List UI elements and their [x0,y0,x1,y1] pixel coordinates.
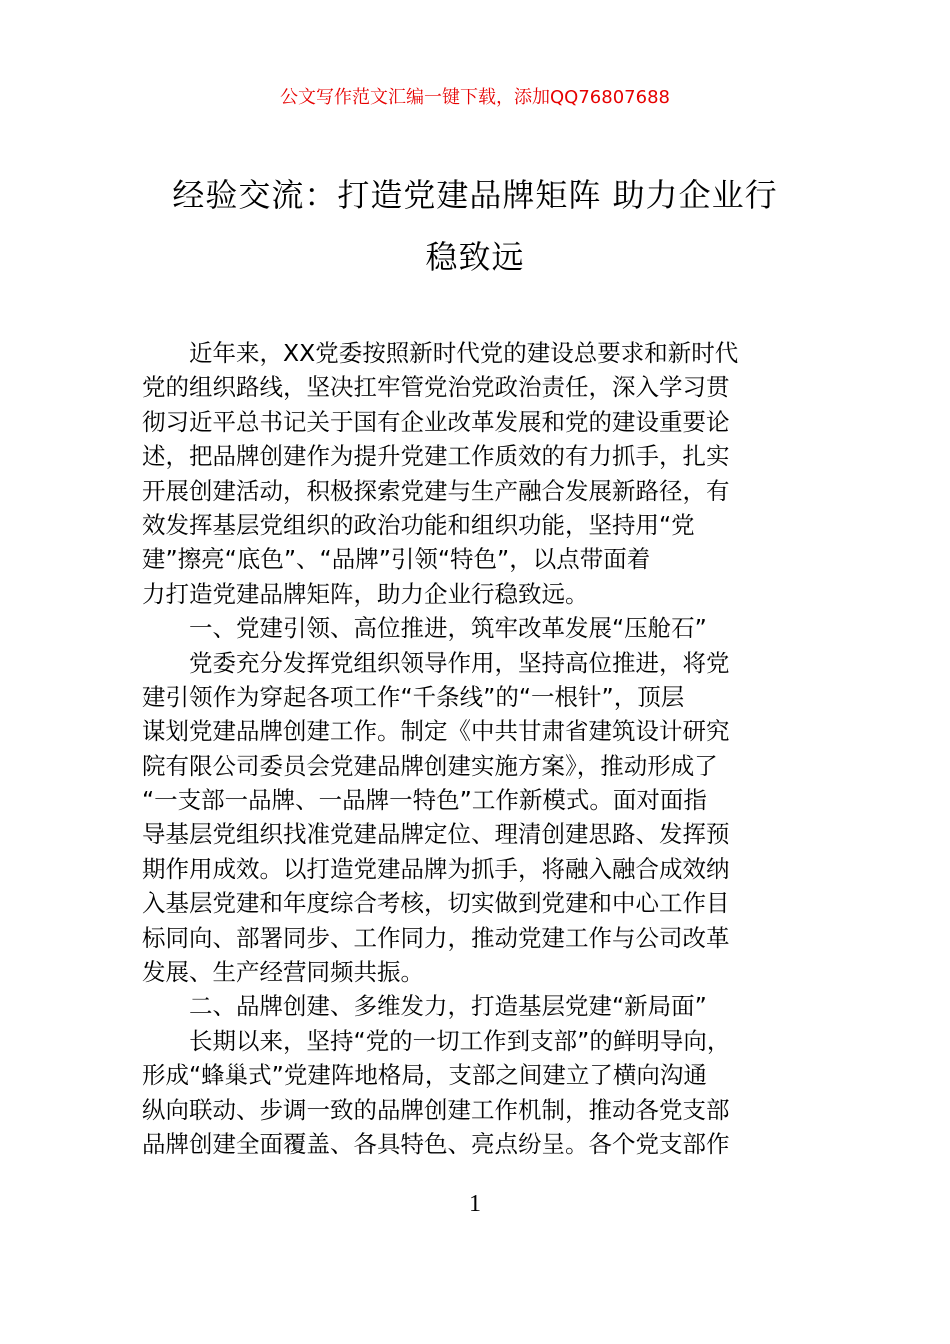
body-line: 院有限公司委员会党建品牌创建实施方案》，推动形成了 [142,751,718,780]
document-title [140,164,810,288]
section-heading: 二、品牌创建、多维发力，打造基层党建“新局面” [142,992,707,1021]
section-heading: 一、党建引领、高位推进，筑牢改革发展“压舱石” [142,614,707,643]
title-line: 经验交流：打造党建品牌矩阵 助力企业行 [172,176,778,214]
body-line: 述，把品牌创建作为提升党建工作质效的有力抓手，扎实 [142,442,730,471]
body-line: 近年来，XX党委按照新时代党的建设总要求和新时代 [142,339,739,367]
body-line: “一支部一品牌、一品牌一特色”工作新模式。面对面指 [142,786,707,815]
body-line: 力打造党建品牌矩阵，助力企业行稳致远。 [142,579,589,608]
page-number: 1 [469,1191,481,1217]
body-line: 谋划党建品牌创建工作。制定《中共甘肃省建筑设计研究 [142,717,730,746]
body-line: 党委充分发挥党组织领导作用，坚持高位推进，将党 [142,648,730,677]
body-line: 建”擦亮“底色”、“品牌”引领“特色”，以点带面着 [142,545,651,574]
body-line: 彻习近平总书记关于国有企业改革发展和党的建设重要论 [142,407,730,436]
body-line: 效发挥基层党组织的政治功能和组织功能，坚持用“党 [142,510,695,539]
body-line: 建引领作为穿起各项工作“千条线”的“一根针”，顶层 [142,682,685,711]
body-line: 形成“蜂巢式”党建阵地格局，支部之间建立了横向沟通 [142,1061,707,1090]
body-line: 党的组织路线，坚决扛牢管党治党政治责任，深入学习贯 [142,373,730,402]
body-line: 标同向、部署同步、工作同力，推动党建工作与公司改革 [142,923,730,952]
title-line: 稳致远 [425,238,525,276]
download-banner: 公文写作范文汇编一键下载，添加QQ76807688 [280,87,670,108]
body-line: 纵向联动、步调一致的品牌创建工作机制，推动各党支部 [142,1095,730,1124]
document-body [142,336,808,1161]
body-line: 导基层党组织找准党建品牌定位、理清创建思路、发挥预 [142,820,730,849]
body-line: 期作用成效。以打造党建品牌为抓手，将融入融合成效纳 [142,854,730,883]
body-line: 品牌创建全面覆盖、各具特色、亮点纷呈。各个党支部作 [142,1129,730,1158]
body-line: 发展、生产经营同频共振。 [142,958,424,987]
body-line: 长期以来，坚持“党的一切工作到支部”的鲜明导向， [142,1026,731,1055]
body-line: 入基层党建和年度综合考核，切实做到党建和中心工作目 [142,889,730,918]
body-line: 开展创建活动，积极探索党建与生产融合发展新路径，有 [142,476,730,505]
